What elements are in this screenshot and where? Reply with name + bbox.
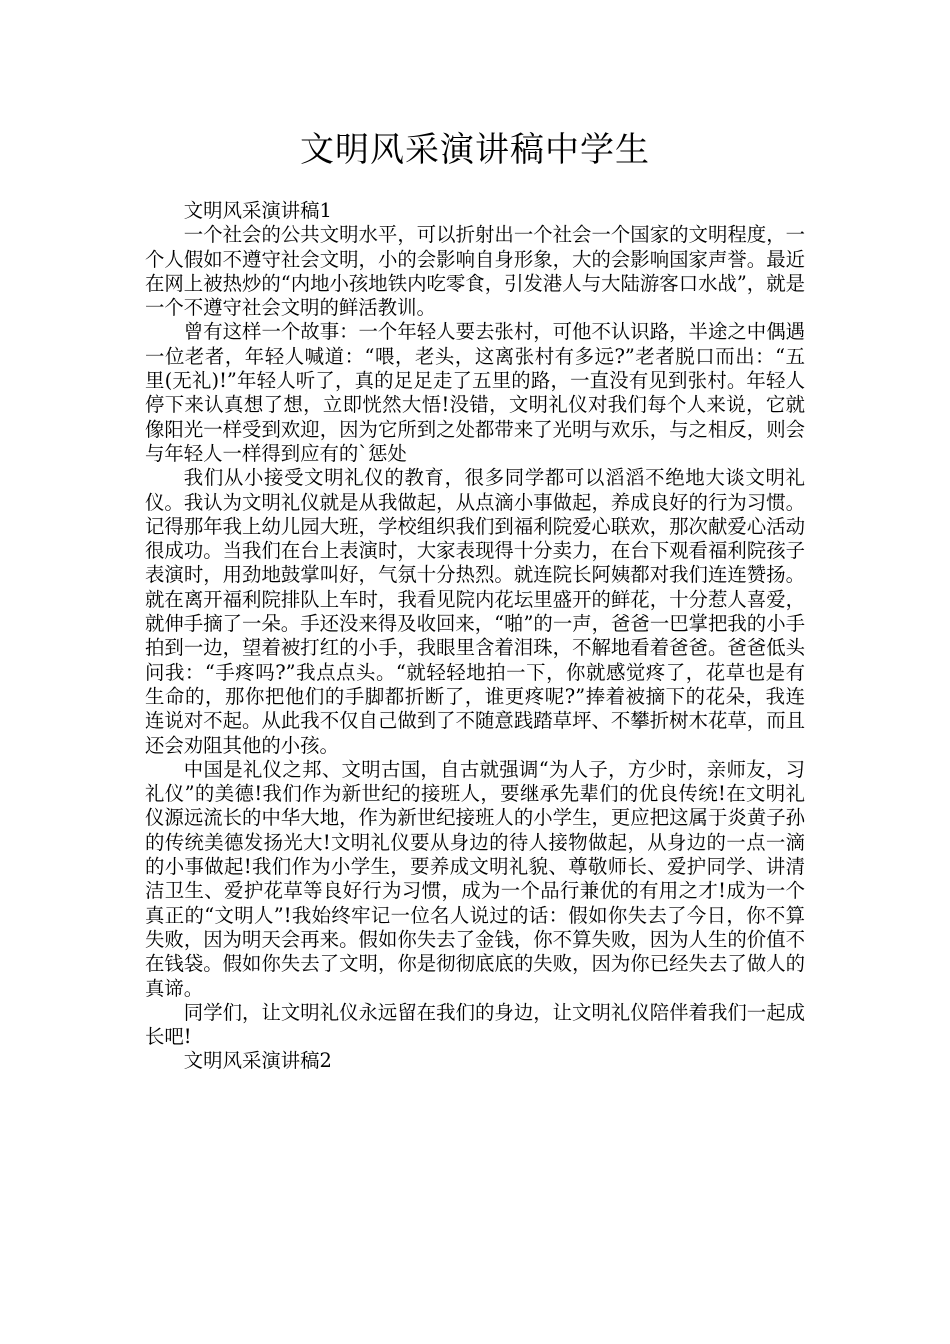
document-title: 文明风采演讲稿中学生 [300, 130, 650, 170]
paragraph-1: 一个社会的公共文明水平，可以折射出一个社会一个国家的文明程度，一个人假如不遵守社会文明，小的会影响自身形象，大的会影响国家声誉。最近在网上被热炒的“内地小孩地铁内吃零食，引发港人与大陆游客口水战”，就是一个不遵守社会文明的鲜活教训。 [145, 223, 805, 320]
paragraph-3: 我们从小接受文明礼仪的教育，很多同学都可以滔滔不绝地大谈文明礼仪。我认为文明礼仪就是从我做起，从点滴小事做起，养成良好的行为习惯。记得那年我上幼儿园大班，学校组织我们到福利院爱心联欢，那次献爱心活动很成功。当我们在台上表演时，大家表现得十分卖力，在台下观看福利院孩子表演时，用劲地鼓掌叫好，气氛十分热烈。就连院长阿姨都对我们连连赞扬。就在离开福利院排队上车时，我看见院内花坛里盛开的鲜花，十分惹人喜爱，就伸手摘了一朵。手还没来得及收回来，“啪”的一声，爸爸一巴掌把我的小手拍到一边，望着被打红的小手，我眼里含着泪珠，不解地看着爸爸。爸爸低头问我：“手疼吗?”我点点头。“就轻轻地拍一下，你就感觉疼了，花草也是有生命的，那你把他们的手脚都折断了，谁更疼呢?”捧着被摘下的花朵，我连连说对不起。从此我不仅自己做到了不随意践踏草坪、不攀折树木花草，而且还会劝阻其他的小孩。 [145, 466, 805, 757]
paragraph-5: 同学们，让文明礼仪永远留在我们的身边，让文明礼仪陪伴着我们一起成长吧! [145, 1000, 805, 1049]
paragraph-4: 中国是礼仪之邦、文明古国，自古就强调“为人子，方少时，亲师友，习礼仪”的美德!我们作为新世纪的接班人，要继承先辈们的优良传统!在文明礼仪源远流长的中华大地，作为新世纪接班人的小学生，更应把这属于炎黄子孙的传统美德发扬光大!文明礼仪要从身边的待人接物做起，从身边的一点一滴的小事做起!我们作为小学生，要养成文明礼貌、尊敬师长、爱护同学、讲清洁卫生、爱护花草等良好行为习惯，成为一个品行兼优的有用之才!成为一个真正的“文明人”!我始终牢记一位名人说过的话：假如你失去了今日，你不算失败，因为明天会再来。假如你失去了金钱，你不算失败，因为人生的价值不在钱袋。假如你失去了文明，你是彻彻底底的失败，因为你已经失去了做人的真谛。 [145, 757, 805, 1000]
section-heading-2: 文明风采演讲稿2 [183, 1049, 332, 1073]
document-body [145, 199, 805, 1074]
section-heading-1: 文明风采演讲稿1 [183, 199, 332, 222]
paragraph-2: 曾有这样一个故事：一个年轻人要去张村，可他不认识路，半途之中偶遇一位老者，年轻人喊道：“喂，老头，这离张村有多远?”老者脱口而出：“五里(无礼)!”年轻人听了，真的足足走了五里的路，一直没有见到张村。年轻人停下来认真想了想，立即恍然大悟!没错，文明礼仪对我们每个人来说，它就像阳光一样受到欢迎，因为它所到之处都带来了光明与欢乐，与之相反，则会与年轻人一样得到应有的`惩处 [145, 320, 805, 465]
